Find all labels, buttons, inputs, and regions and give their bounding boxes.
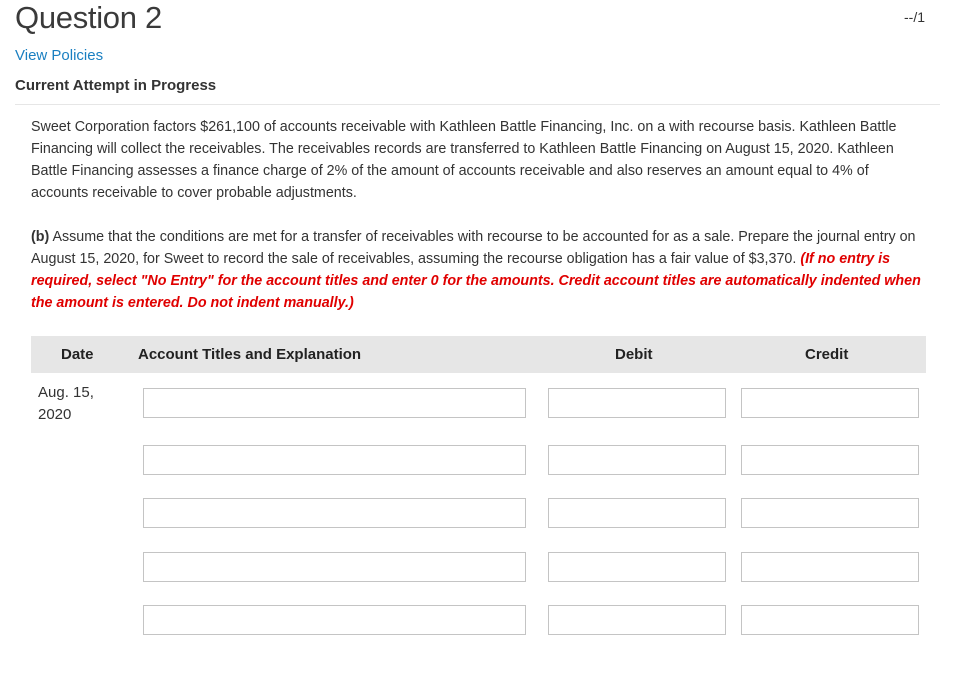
- entry-date-line2: 2020: [38, 406, 72, 423]
- header-debit: Debit: [615, 346, 653, 363]
- journal-table-header: [31, 336, 926, 373]
- instruction-text: (If no entry is required, select "No Entry" for the account titles and enter 0 for the amounts. Credit account titles are automatically indented when the amount is entered. Do not indent manually.): [31, 251, 921, 311]
- credit-input[interactable]: [741, 445, 919, 475]
- account-title-input[interactable]: [143, 552, 526, 582]
- part-label: (b): [31, 229, 50, 245]
- debit-input[interactable]: [548, 445, 726, 475]
- question-title: Question 2: [15, 0, 162, 35]
- credit-input[interactable]: [741, 552, 919, 582]
- debit-input[interactable]: [548, 498, 726, 528]
- credit-input[interactable]: [741, 605, 919, 635]
- entry-date-line1: Aug. 15,: [38, 384, 94, 401]
- header-date: Date: [61, 346, 94, 363]
- part-text: Assume that the conditions are met for a transfer of receivables with recourse to be accounted for as a sale. Prepare the journal entry on August 15, 2020, for Sweet to record the sale of receivables, assuming the recourse obligation has a fair value of $3,370.: [31, 229, 916, 267]
- account-title-input[interactable]: [143, 445, 526, 475]
- debit-input[interactable]: [548, 605, 726, 635]
- problem-part-b: [31, 226, 926, 314]
- attempt-status: Current Attempt in Progress: [15, 77, 217, 94]
- account-title-input[interactable]: [143, 388, 526, 418]
- divider: [15, 104, 940, 105]
- header-credit: Credit: [805, 346, 849, 363]
- view-policies-link[interactable]: View Policies: [15, 47, 104, 64]
- debit-input[interactable]: [548, 388, 726, 418]
- account-title-input[interactable]: [143, 498, 526, 528]
- credit-input[interactable]: [741, 388, 919, 418]
- entry-date: [38, 382, 94, 426]
- header-account: Account Titles and Explanation: [138, 346, 362, 363]
- account-title-input[interactable]: [143, 605, 526, 635]
- problem-intro: Sweet Corporation factors $261,100 of accounts receivable with Kathleen Battle Financing, Inc. on a with recourse basis. Kathleen Battle Financing will collect the receivables. The receivables records are transferred to Kathleen Battle Financing on August 15, 2020. Kathleen Battle Financing assesses a finance charge of 2% of the amount of accounts receivable and also reserves an amount equal to 4% of accounts receivable to cover probable adjustments.: [31, 119, 897, 201]
- debit-input[interactable]: [548, 552, 726, 582]
- score-indicator: --/1: [904, 9, 925, 25]
- credit-input[interactable]: [741, 498, 919, 528]
